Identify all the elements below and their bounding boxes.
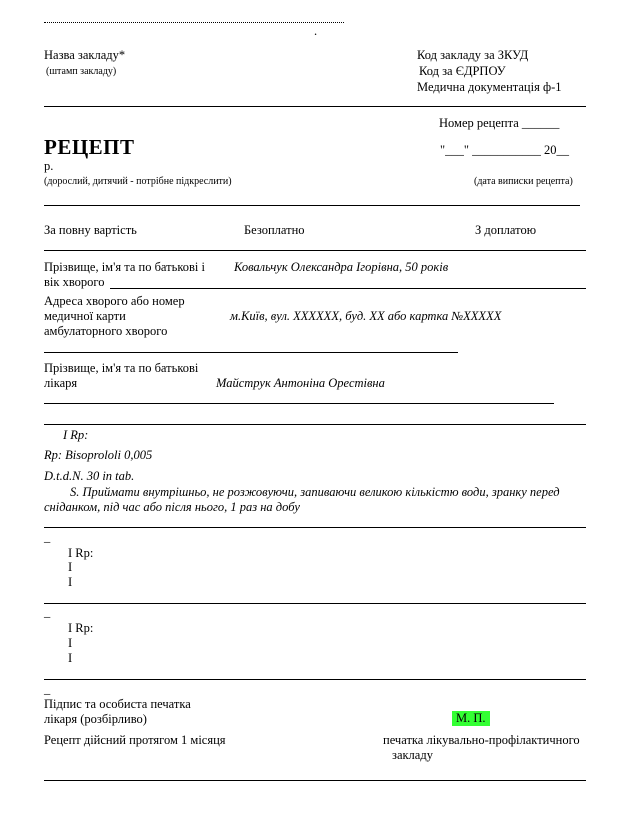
patient-address-label-1: Адреса хворого або номер [44,294,185,308]
rx3-dash: _ [44,605,51,619]
rx1-divider [152,424,586,425]
doctor-short-line [44,424,152,425]
date-line: "___" ___________ 20__ [440,143,569,157]
top-dot: . [314,24,318,38]
rx1-signa-1: S. Приймати внутрішньо, не розжовуючи, запиваючи великою кількістю води, зранку перед [70,485,560,499]
sign-label-2: лікаря (розбірливо) [44,712,147,726]
institution-name-label: Назва закладу* [44,48,126,62]
payment-extra: З доплатою [475,223,537,237]
footer-bottom-line [44,780,586,781]
recipe-title: РЕЦЕПТ [44,135,135,159]
title-divider [44,205,580,206]
payment-full: За повну вартість [44,223,137,237]
rx3-head: I Rp: [68,621,94,635]
rx1-signa-2: сніданком, під час або після нього, 1 раз на добу [44,500,300,514]
rx3-line-1: I [68,636,73,650]
recipe-number-label: Номер рецепта ______ [439,116,560,130]
mp-stamp-label: М. П. [452,711,490,726]
doctor-name-value: Майструк Антоніна Орестівна [216,376,385,390]
institution-stamp-label-2: закладу [392,748,433,762]
sign-label-1: Підпис та особиста печатка [44,697,191,711]
code-zkud-label: Код закладу за ЗКУД [417,48,529,62]
patient-address-label-3: амбулаторного хворого [44,324,168,338]
patient-name-label-2: вік хворого [44,275,105,289]
rx2-dash: _ [44,530,51,544]
med-doc-label: Медична документація ф-1 [417,80,562,94]
rx3-bottom-line [44,679,586,680]
rx2-head: I Rp: [68,546,94,560]
institution-stamp-label-1: печатка лікувально-профілактичного [383,733,580,747]
header-divider [44,106,586,107]
rx2-line-2: I [68,575,73,589]
patient-address-value: м.Київ, вул. XXXXXX, буд. XX або картка №XXXXX [230,309,502,323]
age-note: (дорослий, дитячий - потрібне підкреслити) [44,176,232,187]
doctor-line [44,403,554,404]
payment-divider [44,250,586,251]
code-edrpou-label: Код за ЄДРПОУ [419,64,506,78]
footer-dash: _ [44,682,51,696]
patient-address-label-2: медичної карти [44,309,126,323]
patient-name-line [110,288,586,289]
patient-name-value: Ковальчук Олександра Ігорівна, 50 років [234,260,449,274]
rx3-line-2: I [68,651,73,665]
patient-address-line [44,352,458,353]
rx1-dtd: D.t.d.N. 30 in tab. [44,469,135,483]
validity-label: Рецепт дійсний протягом 1 місяця [44,733,226,747]
top-dotted-line [44,22,344,23]
stamp-note: (штамп закладу) [46,66,117,77]
patient-name-label-1: Прізвище, ім'я та по батькові і [44,260,205,274]
year-r-label: р. [44,159,54,173]
doctor-label-1: Прізвище, ім'я та по батькові [44,361,199,375]
rx1-bottom-line [44,527,586,528]
rx1-head: I Rp: [63,428,89,442]
rx2-bottom-line [44,603,586,604]
date-note: (дата виписки рецепта) [474,176,573,187]
doctor-label-2: лікаря [44,376,78,390]
rx1-drug: Rp: Bisoprololi 0,005 [44,448,153,462]
payment-free: Безоплатно [244,223,305,237]
rx2-line-1: I [68,560,73,574]
